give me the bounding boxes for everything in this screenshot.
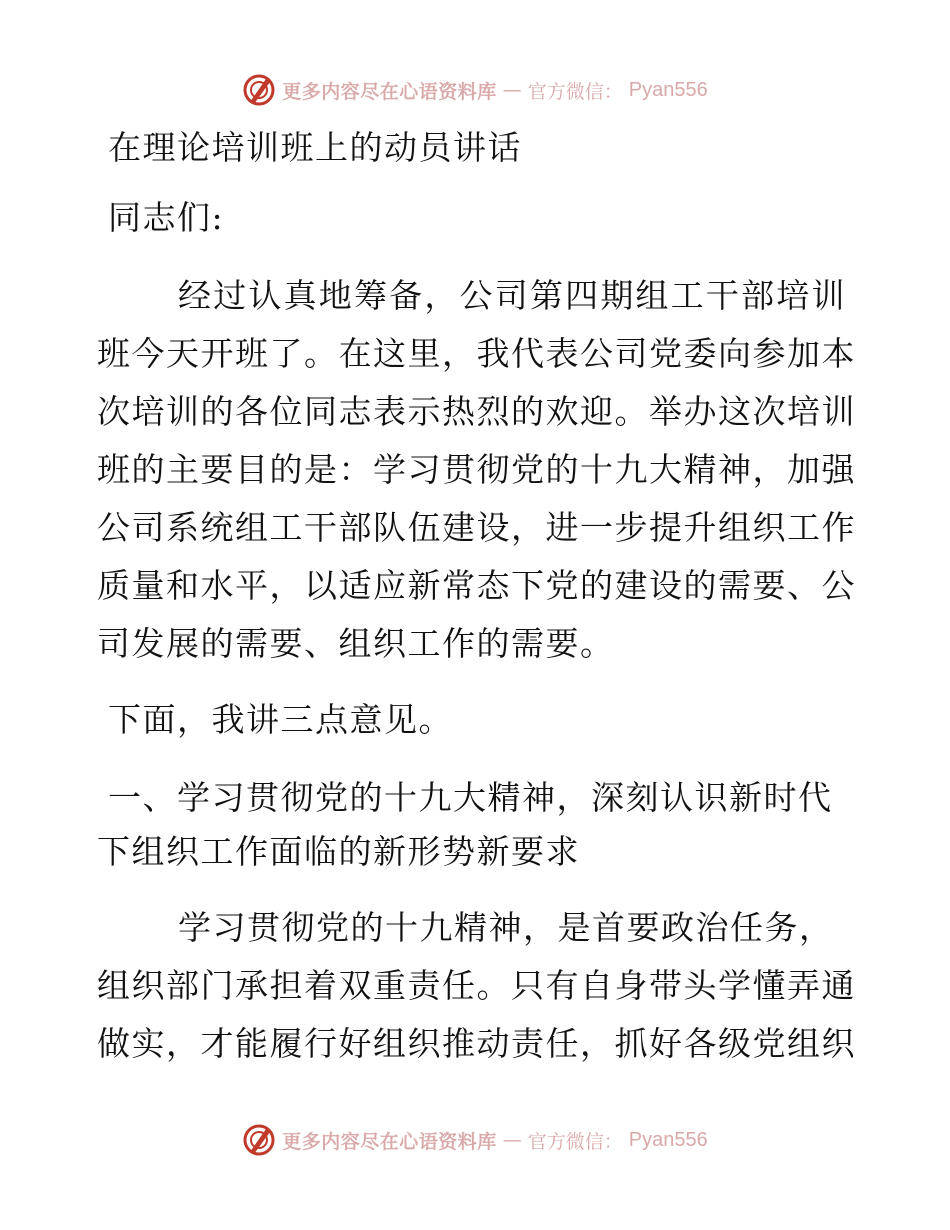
document-title: 在理论培训班上的动员讲话 [108,128,522,167]
salutation: 同志们: [108,198,225,237]
paragraph-2-line-2: 组织部门承担着双重责任。只有自身带头学懂弄通 [97,966,856,1005]
pen-logo-icon [242,73,276,107]
paragraph-1-line-6: 质量和水平，以适应新常态下党的建设的需要、公 [97,566,856,605]
banner-dash: — [502,79,522,101]
section-1-heading-line-2: 下组织工作面临的新形势新要求 [97,832,580,871]
footer-banner [0,1118,950,1162]
banner-wechat-id: Pyan556 [628,1128,708,1151]
paragraph-1-line-3: 次培训的各位同志表示热烈的欢迎。举办这次培训 [97,392,856,431]
banner-wechat-label: 官方微信： [527,80,623,103]
paragraph-2-line-1: 学习贯彻党的十九精神，是首要政治任务， [178,908,834,947]
paragraph-1-line-5: 公司系统组工干部队伍建设，进一步提升组织工作 [97,508,856,547]
paragraph-1-line-2: 班今天开班了。在这里，我代表公司党委向参加本 [97,334,856,373]
section-1-heading-line-1: 一、学习贯彻党的十九大精神，深刻认识新时代 [108,778,833,817]
banner-site-text: 更多内容尽在心语资料库 [282,1130,497,1153]
header-banner [0,68,950,112]
banner-wechat-label: 官方微信： [527,1130,623,1153]
paragraph-1-line-4: 班的主要目的是：学习贯彻党的十九大精神，加强 [97,450,856,489]
pen-logo-icon [242,1123,276,1157]
paragraph-1-line-1: 经过认真地筹备，公司第四期组工干部培训 [178,276,846,315]
banner-dash: — [502,1129,522,1151]
paragraph-1-line-7: 司发展的需要、组织工作的需要。 [97,624,615,663]
banner-wechat-id: Pyan556 [628,78,708,101]
paragraph-2-line-3: 做实，才能履行好组织推动责任，抓好各级党组织 [97,1024,856,1063]
transition-line: 下面，我讲三点意见。 [108,700,453,739]
banner-site-text: 更多内容尽在心语资料库 [282,80,497,103]
